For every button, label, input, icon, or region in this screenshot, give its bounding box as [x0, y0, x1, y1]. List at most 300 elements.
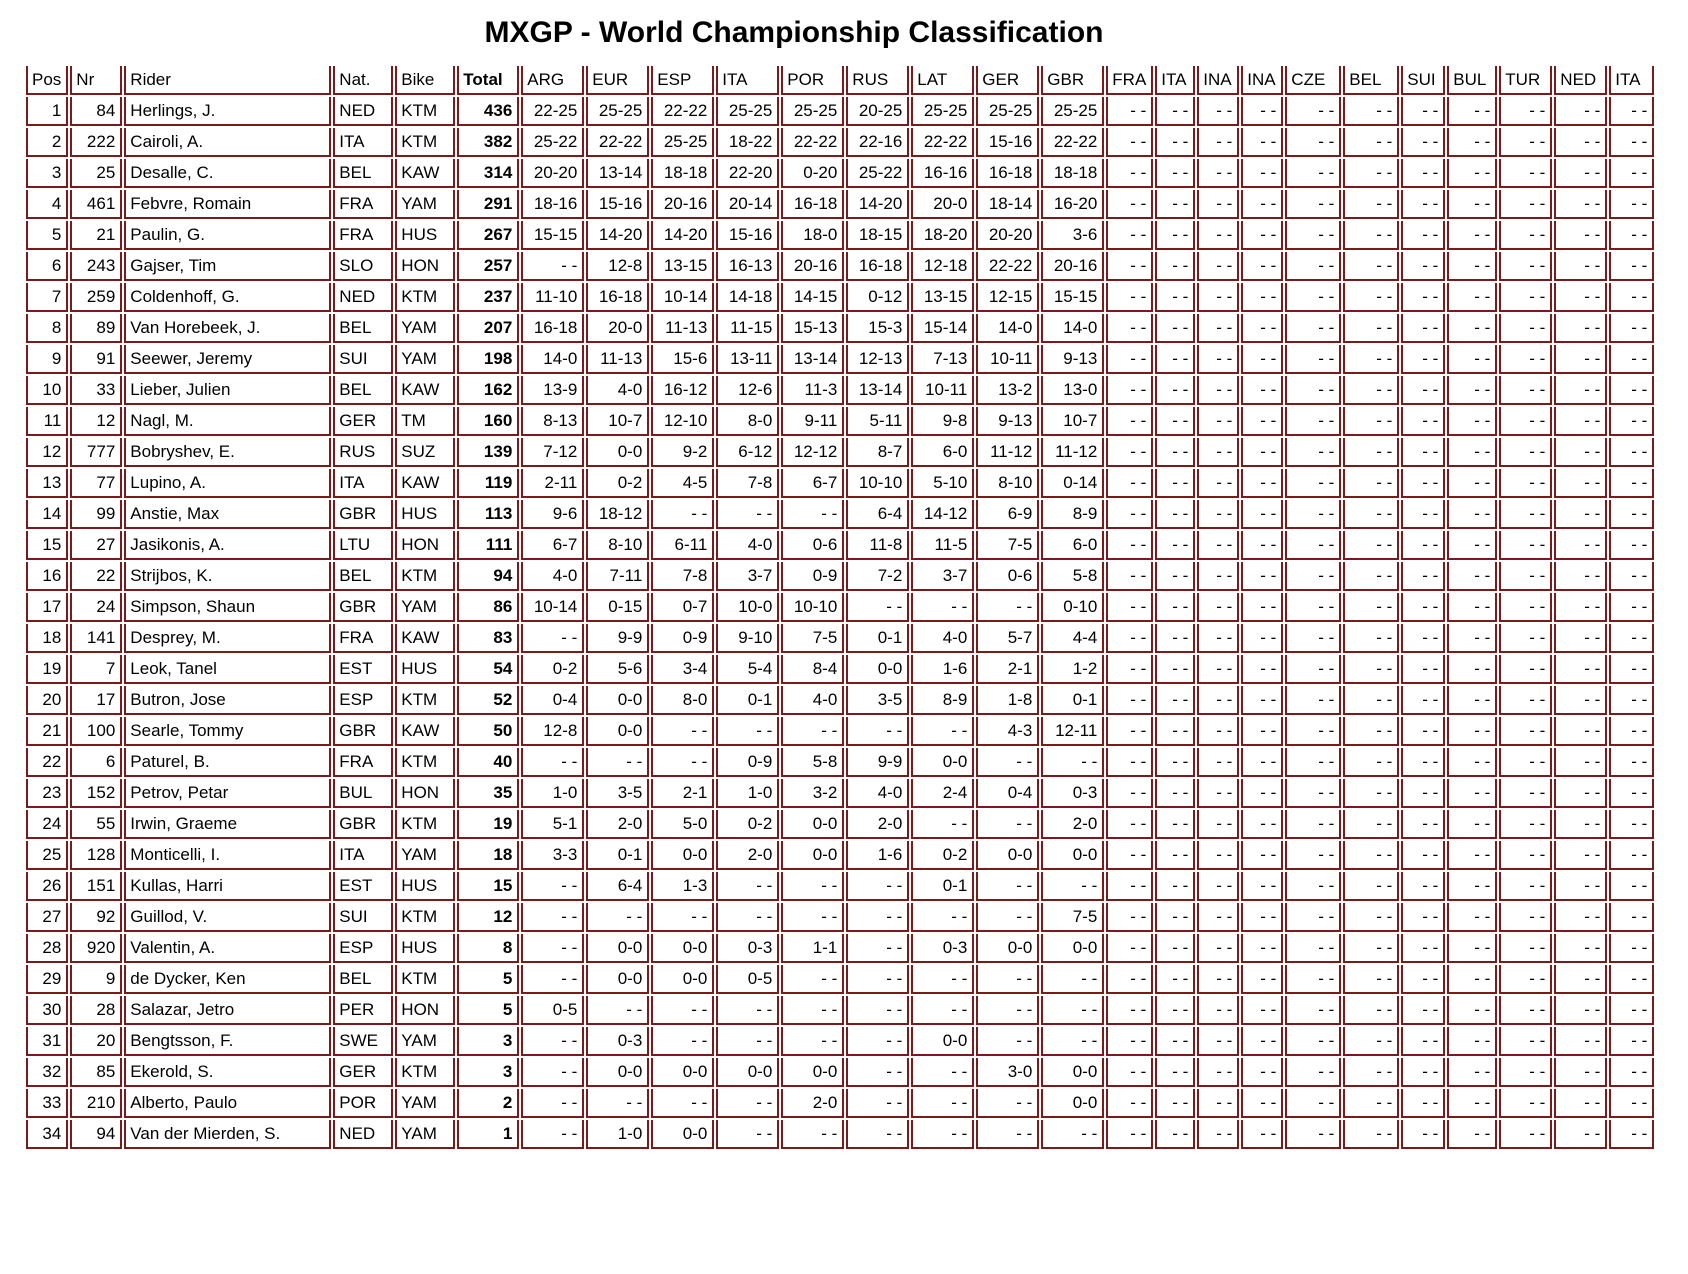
cell-nat: BEL [333, 159, 393, 188]
cell-gp-ned: - - [1554, 624, 1607, 653]
cell-nat: BEL [333, 376, 393, 405]
cell-gp-por: 0-20 [781, 159, 844, 188]
cell-nat: BEL [333, 965, 393, 994]
cell-gp-ita: 0-2 [716, 810, 779, 839]
cell-gp-ned: - - [1554, 903, 1607, 932]
cell-rider: Kullas, Harri [124, 872, 331, 901]
cell-gp-ina: - - [1197, 996, 1239, 1025]
cell-gp-esp: 16-12 [651, 376, 714, 405]
cell-gp-ita: - - [1155, 221, 1195, 250]
cell-nr: 7 [70, 655, 122, 684]
cell-pos: 32 [26, 1058, 68, 1087]
cell-gp-tur: - - [1499, 128, 1552, 157]
cell-gp-arg: 0-5 [521, 996, 584, 1025]
cell-gp-ina: - - [1197, 1089, 1239, 1118]
column-header-lat: LAT [911, 66, 974, 95]
cell-gp-ita: - - [716, 1120, 779, 1149]
cell-gp-bel: - - [1343, 1027, 1399, 1056]
cell-gp-ger: 3-0 [976, 1058, 1039, 1087]
cell-gp-por: 1-1 [781, 934, 844, 963]
column-header-pos: Pos [26, 66, 68, 95]
cell-rider: Alberto, Paulo [124, 1089, 331, 1118]
cell-gp-bel: - - [1343, 748, 1399, 777]
cell-gp-bul: - - [1447, 407, 1497, 436]
cell-gp-gbr: - - [1041, 1027, 1104, 1056]
cell-rider: Paulin, G. [124, 221, 331, 250]
cell-pos: 26 [26, 872, 68, 901]
cell-gp-lat: 15-14 [911, 314, 974, 343]
cell-gp-bul: - - [1447, 965, 1497, 994]
cell-gp-esp: - - [651, 717, 714, 746]
cell-gp-rus: - - [846, 934, 909, 963]
cell-gp-gbr: 0-14 [1041, 469, 1104, 498]
cell-pos: 3 [26, 159, 68, 188]
cell-gp-bel: - - [1343, 717, 1399, 746]
cell-gp-bul: - - [1447, 500, 1497, 529]
cell-gp-bul: - - [1447, 903, 1497, 932]
cell-gp-ita: - - [1155, 810, 1195, 839]
cell-gp-rus: 3-5 [846, 686, 909, 715]
cell-gp-sui: - - [1401, 872, 1445, 901]
table-row [26, 1089, 1654, 1118]
cell-rider: Anstie, Max [124, 500, 331, 529]
cell-gp-lat: 8-9 [911, 686, 974, 715]
cell-rider: Gajser, Tim [124, 252, 331, 281]
cell-gp-ger: - - [976, 810, 1039, 839]
cell-gp-ina: - - [1241, 996, 1283, 1025]
cell-gp-arg: 9-6 [521, 500, 584, 529]
cell-total: 139 [457, 438, 519, 467]
cell-gp-cze: - - [1285, 593, 1341, 622]
cell-gp-ina: - - [1241, 469, 1283, 498]
cell-gp-lat: 22-22 [911, 128, 974, 157]
cell-gp-tur: - - [1499, 1089, 1552, 1118]
cell-gp-bul: - - [1447, 252, 1497, 281]
cell-total: 257 [457, 252, 519, 281]
cell-gp-gbr: 0-3 [1041, 779, 1104, 808]
table-row [26, 779, 1654, 808]
cell-rider: Desprey, M. [124, 624, 331, 653]
cell-total: 94 [457, 562, 519, 591]
cell-gp-ina: - - [1241, 903, 1283, 932]
cell-gp-ger: 14-0 [976, 314, 1039, 343]
cell-gp-lat: - - [911, 996, 974, 1025]
cell-gp-ina: - - [1241, 159, 1283, 188]
cell-gp-lat: 13-15 [911, 283, 974, 312]
cell-gp-bul: - - [1447, 655, 1497, 684]
cell-pos: 28 [26, 934, 68, 963]
cell-gp-bel: - - [1343, 376, 1399, 405]
cell-pos: 18 [26, 624, 68, 653]
cell-gp-bul: - - [1447, 1089, 1497, 1118]
cell-gp-fra: - - [1106, 903, 1153, 932]
cell-gp-tur: - - [1499, 407, 1552, 436]
cell-rider: Searle, Tommy [124, 717, 331, 746]
cell-bike: SUZ [395, 438, 455, 467]
cell-nat: BEL [333, 314, 393, 343]
cell-gp-rus: 18-15 [846, 221, 909, 250]
cell-nat: GER [333, 407, 393, 436]
cell-gp-sui: - - [1401, 531, 1445, 560]
cell-rider: Salazar, Jetro [124, 996, 331, 1025]
cell-gp-ita: - - [1155, 996, 1195, 1025]
cell-gp-tur: - - [1499, 469, 1552, 498]
cell-bike: HUS [395, 872, 455, 901]
cell-gp-fra: - - [1106, 593, 1153, 622]
cell-gp-ita: - - [716, 1089, 779, 1118]
cell-gp-ger: 0-6 [976, 562, 1039, 591]
column-header-cze: CZE [1285, 66, 1341, 95]
cell-gp-cze: - - [1285, 1120, 1341, 1149]
cell-gp-fra: - - [1106, 686, 1153, 715]
cell-gp-cze: - - [1285, 934, 1341, 963]
cell-gp-ina: - - [1197, 345, 1239, 374]
cell-gp-ita: - - [1155, 686, 1195, 715]
cell-gp-cze: - - [1285, 345, 1341, 374]
cell-gp-esp: - - [651, 1027, 714, 1056]
cell-gp-sui: - - [1401, 562, 1445, 591]
cell-gp-eur: 12-8 [586, 252, 649, 281]
cell-total: 12 [457, 903, 519, 932]
cell-pos: 13 [26, 469, 68, 498]
cell-bike: YAM [395, 314, 455, 343]
cell-nat: EST [333, 872, 393, 901]
cell-gp-ita: 14-18 [716, 283, 779, 312]
cell-gp-lat: 4-0 [911, 624, 974, 653]
cell-pos: 10 [26, 376, 68, 405]
cell-gp-ita: - - [1155, 1058, 1195, 1087]
cell-gp-ina: - - [1197, 655, 1239, 684]
cell-gp-cze: - - [1285, 686, 1341, 715]
cell-gp-ina: - - [1197, 562, 1239, 591]
cell-gp-bel: - - [1343, 500, 1399, 529]
cell-gp-ger: 2-1 [976, 655, 1039, 684]
column-header-nr: Nr [70, 66, 122, 95]
cell-nat: LTU [333, 531, 393, 560]
cell-total: 382 [457, 128, 519, 157]
cell-gp-esp: 3-4 [651, 655, 714, 684]
cell-gp-bel: - - [1343, 97, 1399, 126]
cell-gp-gbr: 18-18 [1041, 159, 1104, 188]
cell-gp-sui: - - [1401, 1120, 1445, 1149]
cell-gp-ita: - - [1155, 159, 1195, 188]
cell-gp-ita: 0-3 [716, 934, 779, 963]
cell-gp-cze: - - [1285, 841, 1341, 870]
cell-gp-esp: 1-3 [651, 872, 714, 901]
cell-gp-ita: - - [716, 1027, 779, 1056]
cell-gp-por: 11-3 [781, 376, 844, 405]
cell-gp-ned: - - [1554, 159, 1607, 188]
cell-gp-sui: - - [1401, 996, 1445, 1025]
cell-gp-lat: 5-10 [911, 469, 974, 498]
cell-nat: EST [333, 655, 393, 684]
cell-gp-sui: - - [1401, 934, 1445, 963]
cell-nr: 6 [70, 748, 122, 777]
cell-nr: 777 [70, 438, 122, 467]
cell-gp-fra: - - [1106, 965, 1153, 994]
table-row [26, 531, 1654, 560]
cell-gp-ita: 20-14 [716, 190, 779, 219]
cell-gp-tur: - - [1499, 717, 1552, 746]
cell-gp-ned: - - [1554, 314, 1607, 343]
cell-gp-fra: - - [1106, 934, 1153, 963]
cell-gp-cze: - - [1285, 1058, 1341, 1087]
cell-gp-fra: - - [1106, 810, 1153, 839]
cell-rider: Nagl, M. [124, 407, 331, 436]
cell-gp-bul: - - [1447, 128, 1497, 157]
cell-gp-arg: - - [521, 965, 584, 994]
cell-gp-esp: 2-1 [651, 779, 714, 808]
cell-gp-ita: - - [1155, 1120, 1195, 1149]
cell-gp-tur: - - [1499, 345, 1552, 374]
cell-gp-rus: - - [846, 872, 909, 901]
cell-nat: GER [333, 1058, 393, 1087]
cell-gp-gbr: 0-10 [1041, 593, 1104, 622]
cell-rider: Irwin, Graeme [124, 810, 331, 839]
cell-gp-lat: 0-0 [911, 748, 974, 777]
cell-pos: 29 [26, 965, 68, 994]
cell-gp-ina: - - [1241, 717, 1283, 746]
cell-gp-tur: - - [1499, 562, 1552, 591]
cell-gp-ita: 25-25 [716, 97, 779, 126]
cell-gp-esp: 13-15 [651, 252, 714, 281]
cell-gp-lat: 0-1 [911, 872, 974, 901]
cell-pos: 33 [26, 1089, 68, 1118]
cell-gp-ita: - - [1155, 469, 1195, 498]
cell-gp-gbr: 14-0 [1041, 314, 1104, 343]
cell-gp-cze: - - [1285, 562, 1341, 591]
cell-gp-gbr: 8-9 [1041, 500, 1104, 529]
cell-gp-arg: 22-25 [521, 97, 584, 126]
cell-total: 207 [457, 314, 519, 343]
cell-gp-fra: - - [1106, 128, 1153, 157]
classification-table [24, 64, 1656, 1151]
cell-gp-ned: - - [1554, 872, 1607, 901]
cell-gp-eur: - - [586, 748, 649, 777]
cell-gp-ita: - - [1609, 686, 1654, 715]
cell-gp-esp: 15-6 [651, 345, 714, 374]
cell-gp-gbr: 12-11 [1041, 717, 1104, 746]
cell-gp-rus: - - [846, 593, 909, 622]
cell-gp-ita: - - [1155, 965, 1195, 994]
cell-gp-arg: 0-2 [521, 655, 584, 684]
cell-gp-por: - - [781, 996, 844, 1025]
cell-gp-sui: - - [1401, 407, 1445, 436]
cell-nr: 77 [70, 469, 122, 498]
cell-gp-arg: 13-9 [521, 376, 584, 405]
cell-gp-cze: - - [1285, 1027, 1341, 1056]
cell-gp-gbr: 0-0 [1041, 841, 1104, 870]
cell-gp-fra: - - [1106, 1120, 1153, 1149]
cell-gp-sui: - - [1401, 500, 1445, 529]
cell-gp-eur: 10-7 [586, 407, 649, 436]
cell-gp-ita: 8-0 [716, 407, 779, 436]
cell-gp-sui: - - [1401, 1058, 1445, 1087]
cell-gp-eur: 13-14 [586, 159, 649, 188]
cell-gp-tur: - - [1499, 438, 1552, 467]
cell-gp-ina: - - [1197, 717, 1239, 746]
cell-gp-bul: - - [1447, 97, 1497, 126]
cell-total: 19 [457, 810, 519, 839]
cell-gp-ita: - - [1609, 624, 1654, 653]
cell-gp-esp: 4-5 [651, 469, 714, 498]
cell-gp-ina: - - [1241, 779, 1283, 808]
cell-gp-lat: 0-2 [911, 841, 974, 870]
column-header-nat: Nat. [333, 66, 393, 95]
cell-gp-lat: 3-7 [911, 562, 974, 591]
cell-nr: 91 [70, 345, 122, 374]
cell-gp-ger: - - [976, 903, 1039, 932]
cell-gp-ger: 15-16 [976, 128, 1039, 157]
cell-gp-ita: 11-15 [716, 314, 779, 343]
cell-gp-lat: 10-11 [911, 376, 974, 405]
cell-gp-ned: - - [1554, 841, 1607, 870]
cell-gp-bel: - - [1343, 996, 1399, 1025]
cell-gp-rus: - - [846, 965, 909, 994]
cell-gp-ned: - - [1554, 593, 1607, 622]
cell-gp-ita: - - [1155, 1089, 1195, 1118]
cell-gp-bel: - - [1343, 314, 1399, 343]
cell-gp-bel: - - [1343, 252, 1399, 281]
header-row [26, 66, 1654, 95]
table-row [26, 1120, 1654, 1149]
cell-gp-por: 7-5 [781, 624, 844, 653]
cell-gp-ina: - - [1241, 190, 1283, 219]
cell-gp-por: 0-0 [781, 841, 844, 870]
cell-gp-por: 0-0 [781, 810, 844, 839]
column-header-tur: TUR [1499, 66, 1552, 95]
cell-gp-por: 16-18 [781, 190, 844, 219]
cell-gp-cze: - - [1285, 996, 1341, 1025]
table-row [26, 407, 1654, 436]
column-header-ina: INA [1241, 66, 1283, 95]
cell-gp-ita: - - [716, 996, 779, 1025]
cell-bike: KTM [395, 128, 455, 157]
cell-pos: 12 [26, 438, 68, 467]
cell-bike: YAM [395, 1120, 455, 1149]
cell-gp-lat: 7-13 [911, 345, 974, 374]
cell-gp-bul: - - [1447, 1027, 1497, 1056]
cell-gp-ina: - - [1241, 345, 1283, 374]
table-row [26, 1027, 1654, 1056]
cell-gp-rus: 25-22 [846, 159, 909, 188]
cell-gp-sui: - - [1401, 810, 1445, 839]
cell-gp-ita: 6-12 [716, 438, 779, 467]
cell-rider: Herlings, J. [124, 97, 331, 126]
cell-gp-cze: - - [1285, 531, 1341, 560]
cell-gp-eur: 0-3 [586, 1027, 649, 1056]
cell-nat: ITA [333, 841, 393, 870]
cell-gp-gbr: 2-0 [1041, 810, 1104, 839]
cell-gp-ger: 0-4 [976, 779, 1039, 808]
cell-nr: 152 [70, 779, 122, 808]
cell-gp-por: 0-0 [781, 1058, 844, 1087]
cell-gp-ita: 4-0 [716, 531, 779, 560]
column-header-total: Total [457, 66, 519, 95]
cell-rider: Van der Mierden, S. [124, 1120, 331, 1149]
cell-gp-por: 9-11 [781, 407, 844, 436]
cell-pos: 2 [26, 128, 68, 157]
cell-gp-ger: - - [976, 965, 1039, 994]
table-row [26, 345, 1654, 374]
cell-bike: YAM [395, 345, 455, 374]
cell-bike: YAM [395, 1027, 455, 1056]
cell-gp-ita: - - [1155, 531, 1195, 560]
cell-gp-lat: - - [911, 810, 974, 839]
cell-rider: Monticelli, I. [124, 841, 331, 870]
cell-gp-bel: - - [1343, 810, 1399, 839]
cell-nat: NED [333, 283, 393, 312]
cell-gp-ita: - - [1609, 469, 1654, 498]
cell-gp-arg: - - [521, 624, 584, 653]
cell-gp-bel: - - [1343, 531, 1399, 560]
cell-gp-tur: - - [1499, 314, 1552, 343]
cell-gp-gbr: - - [1041, 965, 1104, 994]
cell-gp-fra: - - [1106, 314, 1153, 343]
cell-total: 436 [457, 97, 519, 126]
table-row [26, 965, 1654, 994]
cell-gp-por: 0-6 [781, 531, 844, 560]
cell-gp-tur: - - [1499, 1027, 1552, 1056]
cell-gp-ned: - - [1554, 190, 1607, 219]
cell-gp-ita: - - [1609, 407, 1654, 436]
cell-gp-ned: - - [1554, 1027, 1607, 1056]
cell-gp-bul: - - [1447, 686, 1497, 715]
cell-gp-ina: - - [1197, 469, 1239, 498]
cell-gp-tur: - - [1499, 748, 1552, 777]
cell-nr: 99 [70, 500, 122, 529]
cell-pos: 8 [26, 314, 68, 343]
cell-gp-ned: - - [1554, 97, 1607, 126]
cell-gp-bel: - - [1343, 593, 1399, 622]
cell-gp-bul: - - [1447, 562, 1497, 591]
cell-nr: 27 [70, 531, 122, 560]
cell-gp-ita: - - [1155, 252, 1195, 281]
cell-gp-tur: - - [1499, 1120, 1552, 1149]
cell-gp-bul: - - [1447, 872, 1497, 901]
cell-nr: 128 [70, 841, 122, 870]
cell-bike: YAM [395, 841, 455, 870]
cell-gp-sui: - - [1401, 97, 1445, 126]
table-row [26, 996, 1654, 1025]
column-header-ita: ITA [1155, 66, 1195, 95]
cell-gp-esp: 12-10 [651, 407, 714, 436]
cell-gp-esp: 20-16 [651, 190, 714, 219]
cell-gp-sui: - - [1401, 841, 1445, 870]
cell-gp-ita: - - [1155, 314, 1195, 343]
cell-gp-ina: - - [1197, 903, 1239, 932]
cell-gp-lat: - - [911, 717, 974, 746]
cell-nr: 28 [70, 996, 122, 1025]
cell-gp-rus: - - [846, 903, 909, 932]
table-row [26, 252, 1654, 281]
cell-gp-ned: - - [1554, 500, 1607, 529]
cell-gp-cze: - - [1285, 438, 1341, 467]
cell-gp-ita: - - [1155, 934, 1195, 963]
cell-nr: 100 [70, 717, 122, 746]
cell-gp-sui: - - [1401, 190, 1445, 219]
cell-gp-ita: - - [1609, 1120, 1654, 1149]
cell-gp-bel: - - [1343, 190, 1399, 219]
cell-gp-ita: - - [1155, 624, 1195, 653]
table-row [26, 438, 1654, 467]
cell-gp-sui: - - [1401, 376, 1445, 405]
cell-gp-lat: 6-0 [911, 438, 974, 467]
cell-gp-arg: 12-8 [521, 717, 584, 746]
cell-pos: 21 [26, 717, 68, 746]
cell-gp-rus: 13-14 [846, 376, 909, 405]
cell-gp-eur: 1-0 [586, 1120, 649, 1149]
